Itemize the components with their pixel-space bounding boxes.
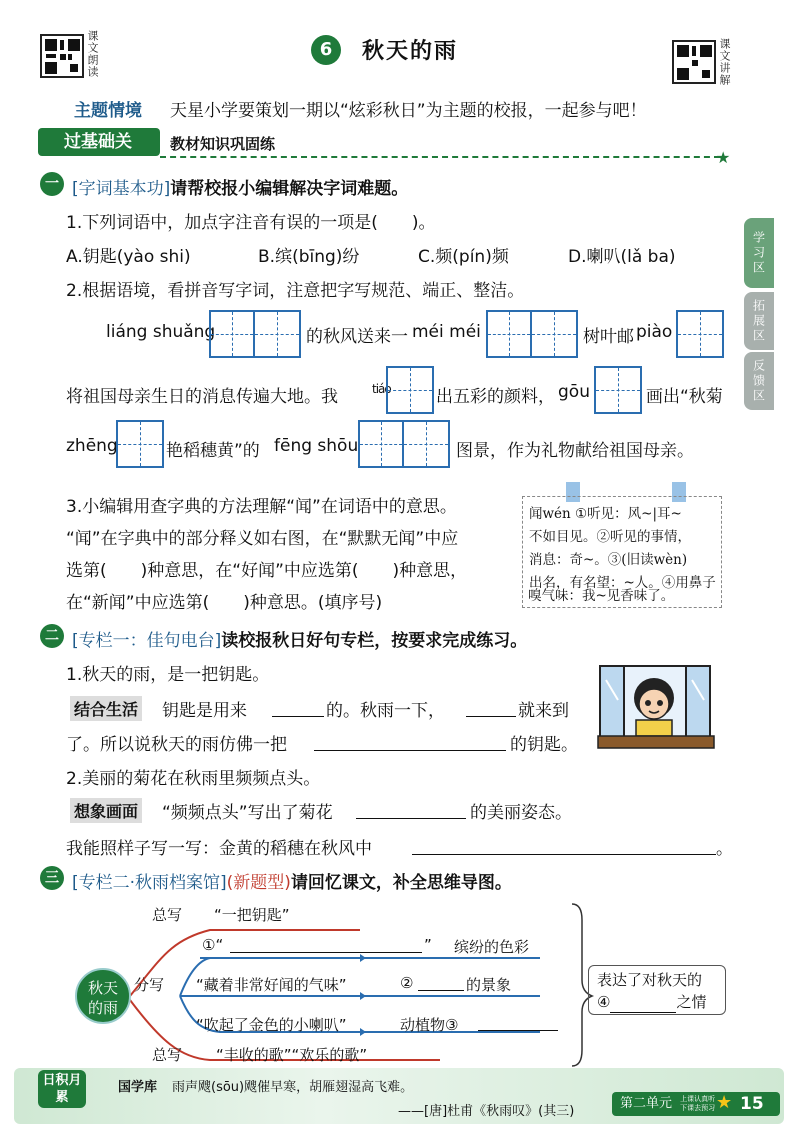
section-3-marker: 三 (40, 866, 64, 890)
footer-badge: 日积月累 (38, 1070, 86, 1108)
tag-life: 结合生活 (70, 696, 142, 721)
mm-r3b: 动植物③ (400, 1016, 459, 1034)
footer-star-icon: ★ (716, 1092, 733, 1113)
mm-box-line2: ④ 之情 (597, 993, 707, 1011)
option-c[interactable]: C.频(pín)频 (418, 247, 509, 267)
question-1-3-line1: 3.小编辑用查字典的方法理解“闻”在词语中的意思。 (66, 497, 457, 517)
writing-grid-tiao[interactable] (386, 366, 434, 414)
pinyin-fengshou: fēng shōu (274, 436, 359, 456)
writing-grid-meimei[interactable] (486, 310, 578, 358)
mm-r2a: “藏着非常好闻的气味” (196, 976, 347, 994)
pinyin-liangshuang: liáng shuǎng (106, 322, 216, 342)
dict-line-1: 闻wén ①听见：风~|耳~ (529, 506, 682, 522)
blank-mm-2[interactable] (418, 990, 464, 991)
qr-code-right[interactable] (672, 40, 716, 84)
text-p5: 画出“秋菊 (646, 387, 723, 407)
unit-tab: 第二单元 上课认真听 下课去预习 (612, 1092, 780, 1116)
option-b[interactable]: B.缤(bīng)纷 (258, 247, 360, 267)
text-p4: 出五彩的颜料， (436, 387, 555, 407)
section-3-heading: [专栏二·秋雨档案馆](新题型)请回忆课文，补全思维导图。 (72, 873, 512, 893)
mm-fenxie: 分写 (134, 976, 165, 994)
blank-s2-5[interactable] (412, 854, 716, 855)
mind-map-conclusion (588, 965, 726, 1015)
question-1-1: 1.下列词语中，加点字注音有误的一项是( )。 (66, 213, 436, 233)
section-banner (38, 128, 160, 156)
question-2-2: 2.美丽的菊花在秋雨里频频点头。 (66, 769, 321, 789)
question-1-3-line4: 在“新闻”中应选第( )种意思。(填序号) (66, 593, 383, 613)
banner-label: 过基础关 (64, 132, 132, 152)
s2-l2a: 了。所以说秋天的雨仿佛一把 (66, 735, 287, 755)
question-1-3-line3: 选第( )种意思，在“好闻”中应选第( )种意思， (66, 561, 468, 581)
writing-grid-piao[interactable] (676, 310, 724, 358)
mm-zongxie-1: 总写 (152, 906, 183, 924)
s2-l1b: 的。秋雨一下， (326, 701, 445, 721)
footer-label: 国学库 (118, 1080, 158, 1095)
s2-l1a: 钥匙是用来 (162, 701, 247, 721)
qr-code-left[interactable] (40, 34, 84, 78)
writing-grid-gou[interactable] (594, 366, 642, 414)
footer-verse: 雨声飕(sōu)飕催早寒，胡雁翅湿高飞难。 (172, 1080, 414, 1095)
sidebar-tab-extend[interactable]: 拓展区 (744, 292, 774, 350)
qr-left-label: 课文朗读 (86, 30, 99, 78)
dict-line-3: 消息：奇~。③(旧读wèn) (529, 552, 688, 568)
theme-label: 主题情境 (74, 101, 142, 121)
section-2-marker: 二 (40, 624, 64, 648)
mm-r1b: ” (424, 936, 432, 954)
blank-s2-2[interactable] (466, 716, 516, 717)
mm-zongxie-2: 总写 (152, 1046, 183, 1064)
mind-map-center: 秋天 的雨 (75, 968, 131, 1024)
sidebar-tab-study[interactable]: 学习区 (744, 218, 774, 288)
question-2-1: 1.秋天的雨，是一把钥匙。 (66, 665, 270, 685)
star-icon: ★ (716, 148, 731, 167)
s2-l4-end: 。 (716, 839, 733, 859)
mm-box-line1: 表达了对秋天的 (597, 971, 703, 989)
page-title: 秋天的雨 (362, 39, 459, 64)
text-p7: 图景，作为礼物献给祖国母亲。 (456, 441, 694, 461)
blank-mm-4[interactable] (610, 997, 676, 1013)
blank-s2-3[interactable] (314, 750, 506, 751)
pinyin-tiao: tiáo (372, 382, 391, 396)
text-p6: 艳稻穗黄”的 (166, 441, 260, 461)
text-p1: 的秋风送来一 (306, 327, 408, 347)
mm-r3a: “吹起了金色的小喇叭” (196, 1016, 347, 1034)
s2-l4: 我能照样子写一写：金黄的稻穗在秋风中 (66, 839, 372, 859)
option-a[interactable]: A.钥匙(yào shi) (66, 247, 191, 267)
tag-imagine: 想象画面 (70, 798, 142, 823)
blank-mm-3[interactable] (478, 1030, 558, 1031)
mm-r2c: 的景象 (466, 976, 512, 994)
mm-key-2: “丰收的歌”“欢乐的歌” (216, 1046, 368, 1064)
mm-r1a: ①“ (202, 936, 224, 954)
mm-r1c: 缤纷的色彩 (454, 938, 530, 956)
pinyin-meimei: méi méi (412, 322, 481, 342)
option-d[interactable]: D.喇叭(lǎ ba) (568, 247, 676, 267)
text-p3: 将祖国母亲生日的消息传遍大地。我 (66, 387, 338, 407)
writing-grid-zheng[interactable] (116, 420, 164, 468)
mm-key-1: “一把钥匙” (214, 906, 290, 924)
pinyin-gou: gōu (558, 382, 590, 402)
section-2-heading: [专栏一：佳句电台]读校报秋日好句专栏，按要求完成练习。 (72, 631, 528, 651)
pinyin-piao: piào (636, 322, 673, 342)
dict-line-2: 不如目见。②听见的事情， (529, 529, 691, 545)
blank-s2-4[interactable] (356, 818, 466, 819)
blank-mm-1[interactable] (230, 952, 422, 953)
dict-line-4: 出名，有名望：~人。④用鼻子 (529, 575, 716, 591)
lesson-number: 6 (311, 35, 341, 65)
banner-divider (160, 156, 720, 158)
theme-text: 天星小学要策划一期以“炫彩秋日”为主题的校报，一起参与吧！ (170, 101, 647, 121)
s2-l3b: 的美丽姿态。 (470, 803, 572, 823)
sidebar-tab-feedback[interactable]: 反馈区 (744, 352, 774, 410)
section-1-marker: 一 (40, 172, 64, 196)
footer-source: ——[唐]杜甫《秋雨叹》(其三) (398, 1104, 575, 1119)
page-number: 15 (740, 1094, 764, 1114)
writing-grid-fengshou[interactable] (358, 420, 450, 468)
mm-r2b: ② (400, 974, 414, 992)
s2-l1c: 就来到 (518, 701, 569, 721)
section-1-heading: [字词基本功]请帮校报小编辑解决字词难题。 (72, 179, 409, 199)
dict-line-5: 嗅气味：我~见香味了。 (528, 588, 675, 604)
pinyin-zheng: zhēng (66, 436, 118, 456)
blank-s2-1[interactable] (272, 716, 324, 717)
girl-window-illustration (598, 660, 716, 756)
writing-grid-liangshuang[interactable] (209, 310, 301, 358)
question-1-2: 2.根据语境，看拼音写字词，注意把字写规范、端正、整洁。 (66, 281, 525, 301)
text-p2: 树叶邮 (583, 327, 634, 347)
question-1-3-line2: “闻”在字典中的部分释义如右图，在“默默无闻”中应 (66, 529, 459, 549)
qr-right-label: 课文讲解 (718, 38, 731, 86)
s2-l2b: 的钥匙。 (510, 735, 578, 755)
s2-l3a: “频频点头”写出了菊花 (162, 803, 333, 823)
banner-subtitle: 教材知识巩固练 (170, 135, 276, 153)
